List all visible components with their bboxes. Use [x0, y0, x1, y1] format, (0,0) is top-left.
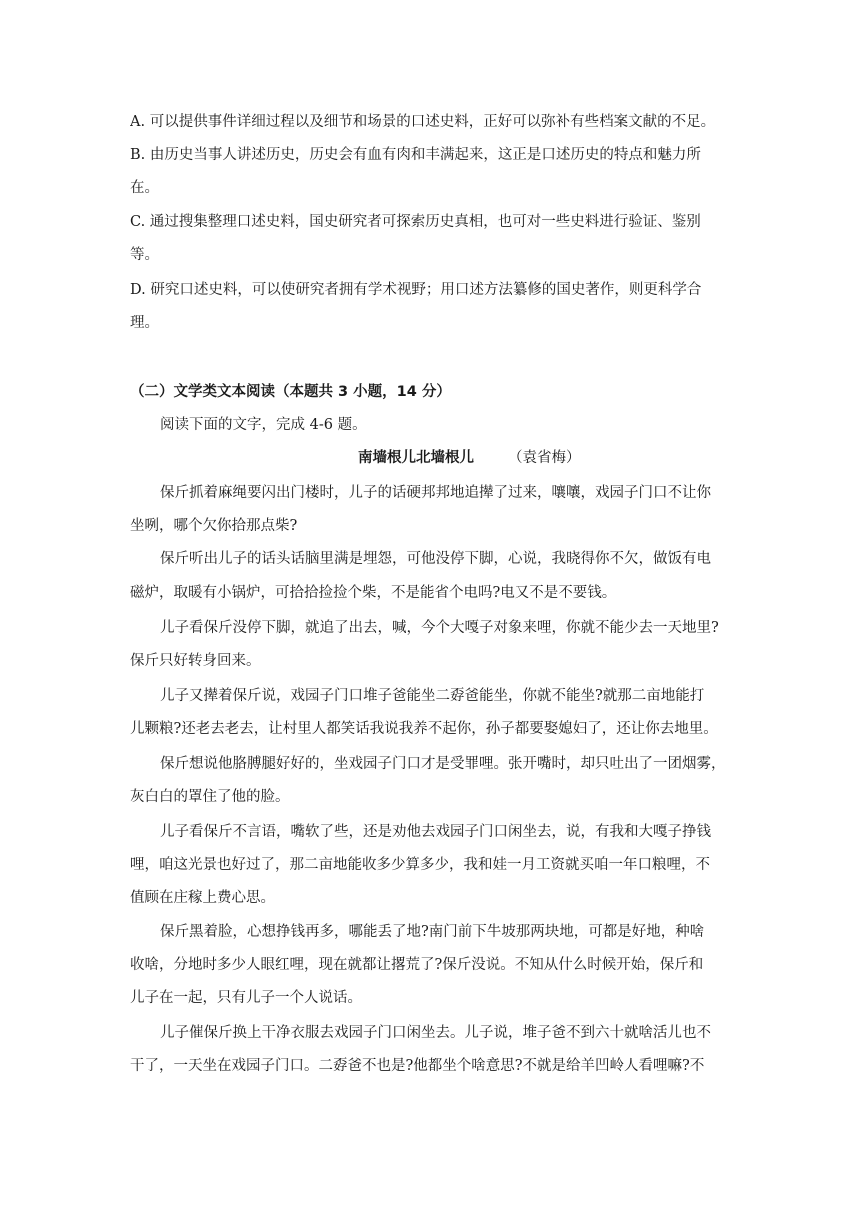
option-a-line-1: A. 可以提供事件详细过程以及细节和场景的口述史料，正好可以弥补有些档案文献的不足。 [130, 114, 716, 130]
story-paragraph-line: 保斤黑着脸，心想挣钱再多，哪能丢了地?南门前下牛坡那两块地，可都是好地，种啥 [160, 924, 705, 940]
story-paragraph-line: 儿子在一起，只有儿子一个人说话。 [130, 990, 362, 1006]
story-title: 南墙根儿北墙根儿 [358, 450, 474, 466]
section-heading: （二）文学类文本阅读（本题共 3 小题，14 分） [130, 384, 451, 400]
story-paragraph-line: 儿子看保斤没停下脚，就追了出去，喊，今个大嘎子对象来哩，你就不能少去一天地里? [160, 620, 719, 636]
story-paragraph-line: 儿子看保斤不言语，嘴软了些，还是劝他去戏园子门口闲坐去，说，有我和大嘎子挣钱 [160, 824, 711, 840]
option-d-line-1: D. 研究口述史料，可以使研究者拥有学术视野；用口述方法纂修的国史著作，则更科学合 [130, 282, 702, 298]
option-b-line-1: B. 由历史当事人讲述历史，历史会有血有肉和丰满起来，这正是口述历史的特点和魅力所 [130, 147, 701, 163]
story-paragraph-line: 保斤只好转身回来。 [130, 653, 261, 669]
story-paragraph-line: 保斤抓着麻绳要闪出门楼时，儿子的话硬邦邦地追撵了过来，嚷嚷，戏园子门口不让你 [160, 485, 711, 501]
story-paragraph-line: 值顾在庄稼上费心思。 [130, 890, 275, 906]
story-author: （袁省梅） [508, 450, 581, 466]
story-paragraph-line: 哩，咱这光景也好过了，那二亩地能收多少算多少，我和娃一月工资就买咱一年口粮哩，不 [130, 857, 710, 873]
story-paragraph-line: 儿子催保斤换上干净衣服去戏园子门口闲坐去。儿子说，堆子爸不到六十就啥活儿也不 [160, 1025, 711, 1041]
story-paragraph-line: 儿颗粮?还老去老去，让村里人都笑话我说我养不起你，孙子都要娶媳妇了，还让你去地里。 [130, 721, 718, 737]
section-instruction: 阅读下面的文字，完成 4-6 题。 [160, 417, 367, 433]
option-b-line-2: 在。 [130, 180, 159, 196]
story-paragraph-line: 磁炉，取暖有小锅炉，可拾拾捡捡个柴，不是能省个电吗?电又不是不要钱。 [130, 585, 617, 601]
story-paragraph-line: 保斤想说他胳膊腿好好的，坐戏园子门口才是受罪哩。张开嘴时，却只吐出了一团烟雾， [160, 756, 726, 772]
story-paragraph-line: 儿子又撵着保斤说，戏园子门口堆子爸能坐二孬爸能坐，你就不能坐?就那二亩地能打 [160, 688, 705, 704]
story-paragraph-line: 保斤听出儿子的话头话脑里满是埋怨，可他没停下脚，心说，我晓得你不欠，做饭有电 [160, 551, 711, 567]
option-c-line-1: C. 通过搜集整理口述史料，国史研究者可探索历史真相，也可对一些史料进行验证、鉴别 [130, 214, 701, 230]
story-paragraph-line: 收啥，分地时多少人眼红哩，现在就都让撂荒了?保斤没说。不知从什么时候开始，保斤和 [130, 957, 704, 973]
option-d-line-2: 理。 [130, 315, 159, 331]
story-paragraph-line: 灰白白的罩住了他的脸。 [130, 789, 290, 805]
story-paragraph-line: 坐咧，哪个欠你拾那点柴? [130, 518, 298, 534]
story-paragraph-line: 干了，一天坐在戏园子门口。二孬爸不也是?他都坐个啥意思?不就是给羊凹岭人看哩嘛?不 [130, 1058, 705, 1074]
option-c-line-2: 等。 [130, 247, 159, 263]
